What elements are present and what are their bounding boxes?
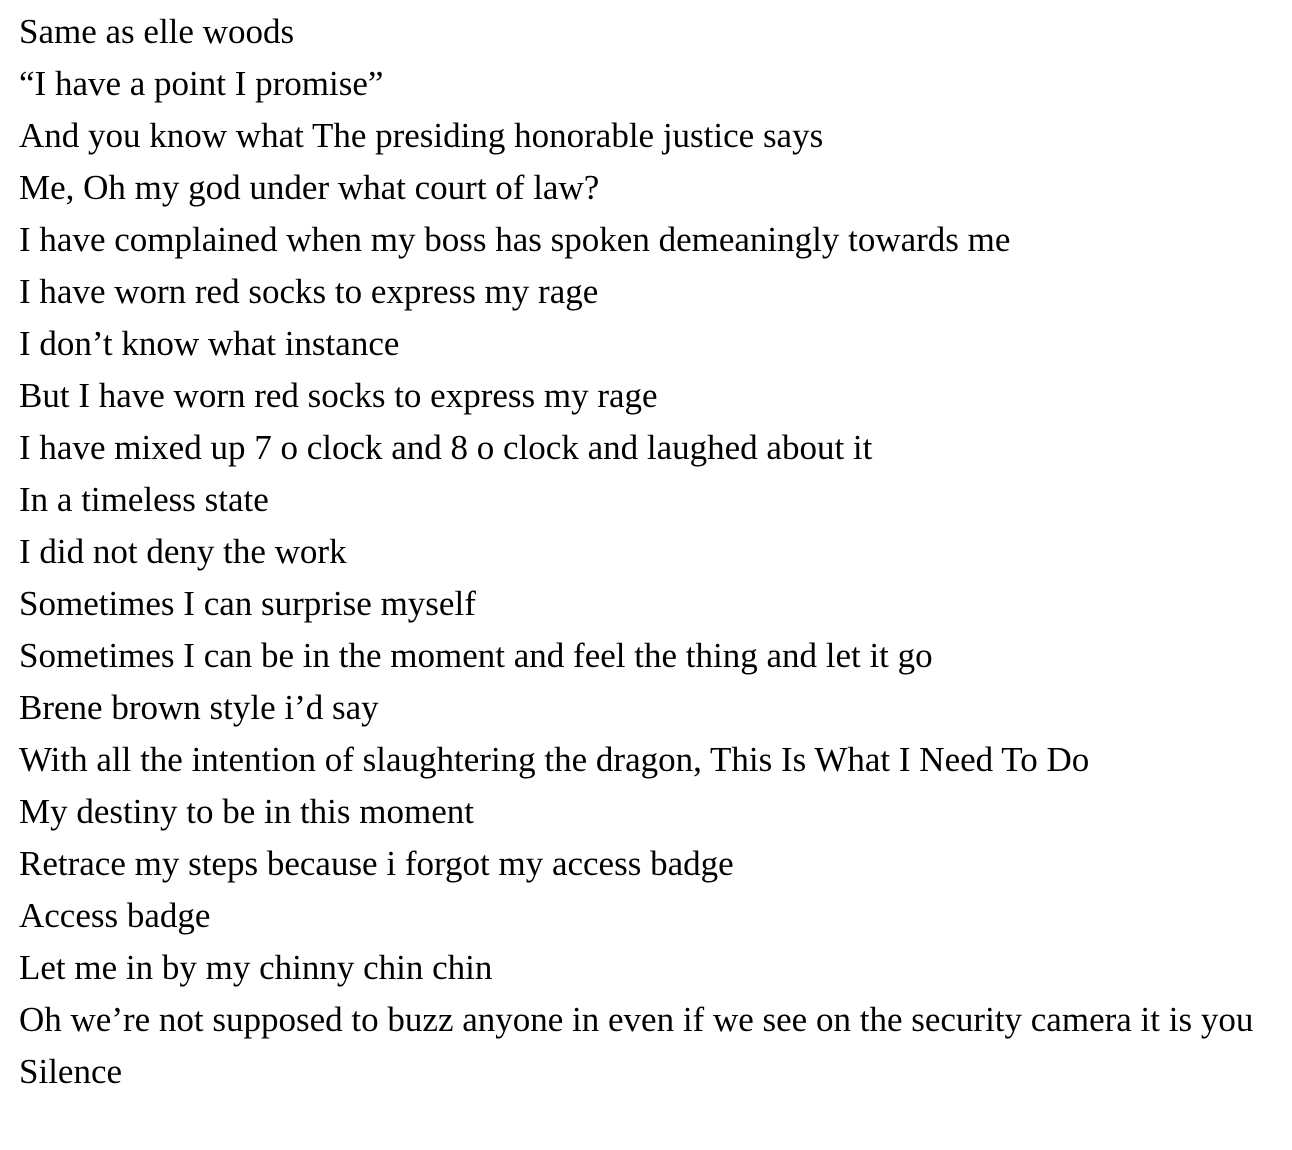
text-line: With all the intention of slaughtering the dragon, This Is What I Need To Do (19, 740, 1090, 779)
text-line: Access badge (19, 896, 211, 935)
text-line: But I have worn red socks to express my rage (19, 376, 658, 415)
text-line: “I have a point I promise” (19, 64, 384, 103)
text-line: And you know what The presiding honorable justice says (19, 116, 824, 155)
text-line: I have worn red socks to express my rage (19, 272, 599, 311)
text-line: Same as elle woods (19, 12, 295, 51)
text-line: Brene brown style i’d say (19, 688, 379, 727)
document-body (19, 6, 1259, 1098)
text-line: I have complained when my boss has spoken demeaningly towards me (19, 220, 1011, 259)
text-line: Sometimes I can be in the moment and feel the thing and let it go (19, 636, 933, 675)
text-line: Retrace my steps because i forgot my access badge (19, 844, 734, 883)
text-line: I did not deny the work (19, 532, 347, 571)
text-line: Let me in by my chinny chin chin (19, 948, 493, 987)
text-line: Silence (19, 1052, 123, 1091)
text-line: I don’t know what instance (19, 324, 400, 363)
text-line: Sometimes I can surprise myself (19, 584, 476, 623)
text-line: My destiny to be in this moment (19, 792, 474, 831)
text-line: Me, Oh my god under what court of law? (19, 168, 600, 207)
text-line: Oh we’re not supposed to buzz anyone in even if we see on the security camera it is you (19, 1000, 1254, 1039)
text-line: I have mixed up 7 o clock and 8 o clock and laughed about it (19, 428, 873, 467)
text-line: In a timeless state (19, 480, 269, 519)
